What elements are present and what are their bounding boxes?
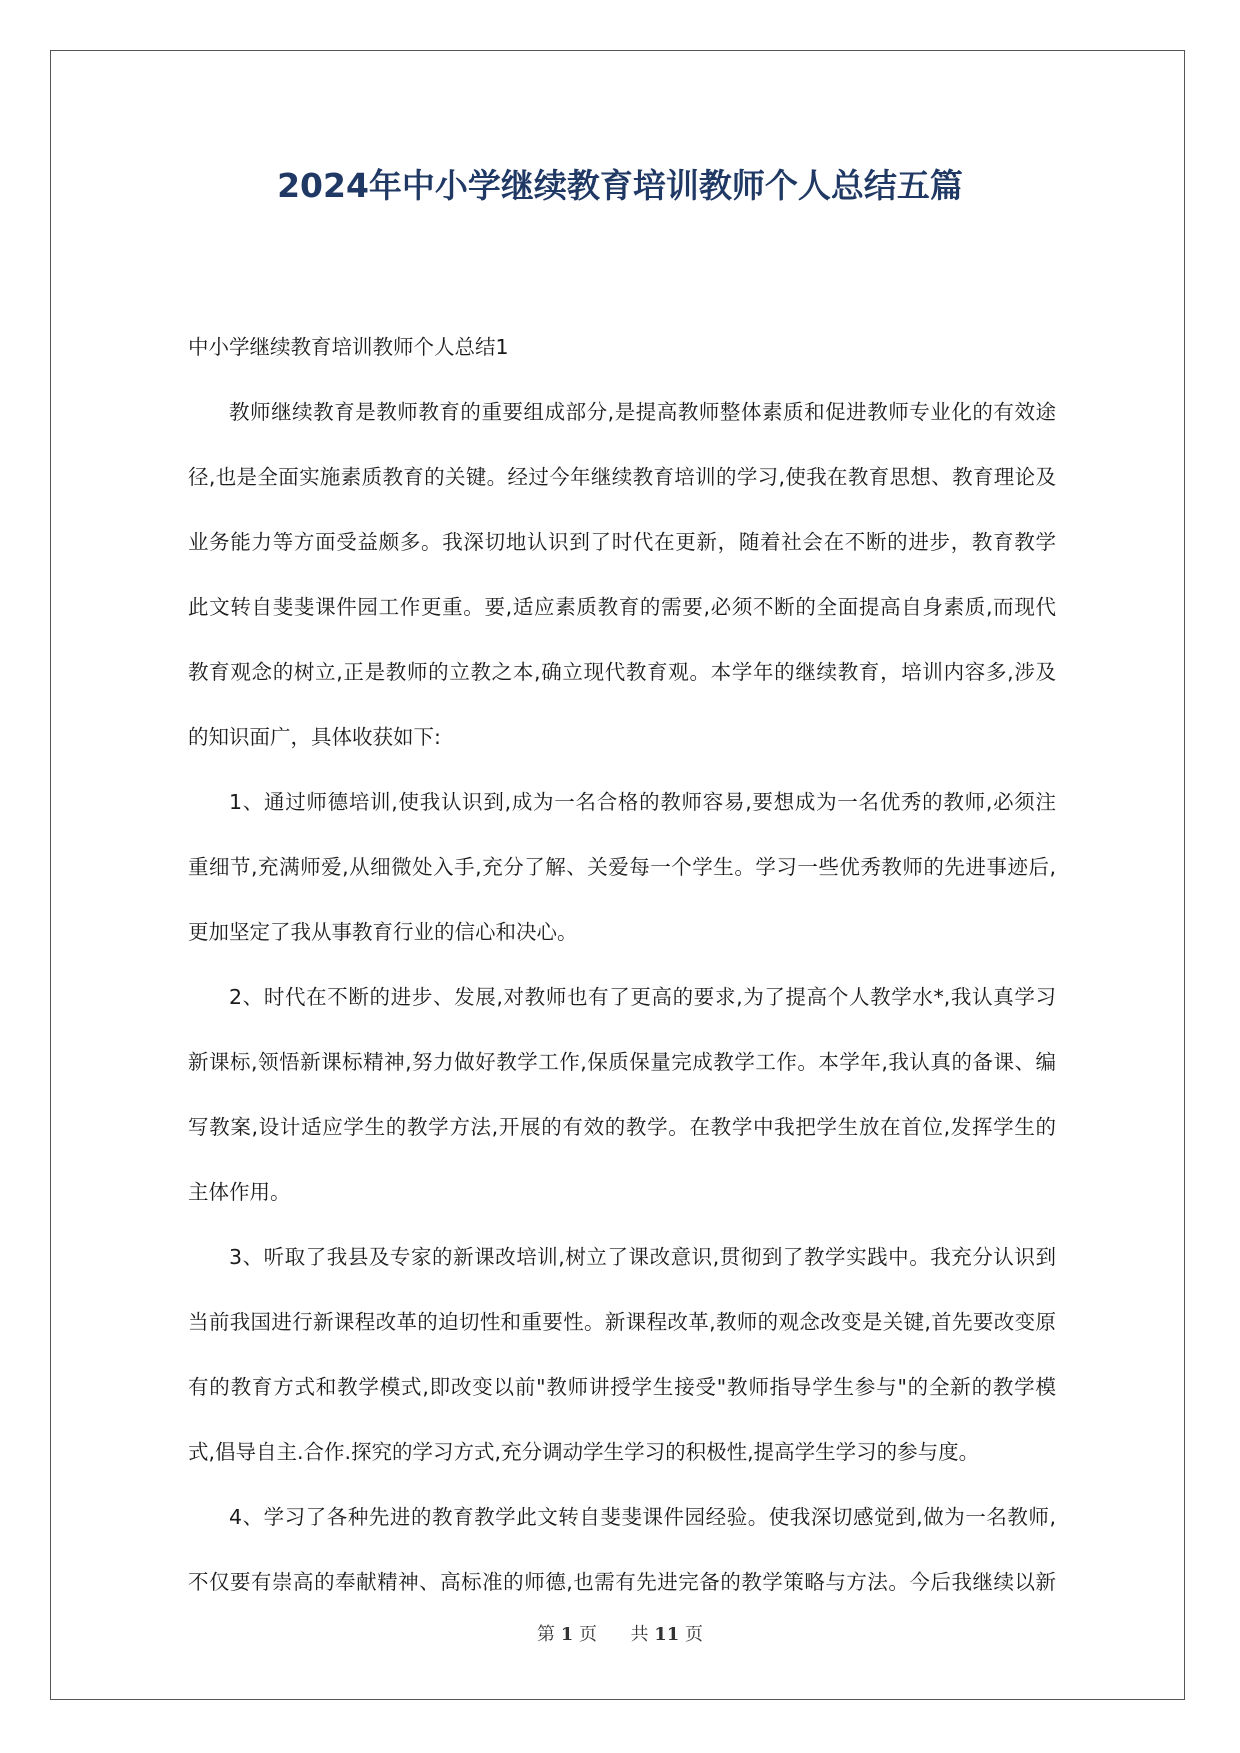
- body-line: 4、学习了各种先进的教育教学此文转自斐斐课件园经验。使我深切感觉到,做为一名教师,: [229, 1505, 1056, 1529]
- body-line: 3、听取了我县及专家的新课改培训,树立了课改意识,贯彻到了教学实践中。我充分认识到: [229, 1245, 1056, 1269]
- page-unit: 页: [579, 1624, 597, 1645]
- document-title: 2024年中小学继续教育培训教师个人总结五篇: [277, 166, 963, 205]
- body-line: 不仅要有崇高的奉献精神、高标准的师德,也需有先进完备的教学策略与方法。今后我继续以新: [188, 1570, 1056, 1594]
- body-line: 当前我国进行新课程改革的迫切性和重要性。新课程改革,教师的观念改变是关键,首先要改变原: [188, 1310, 1056, 1334]
- body-line: 式,倡导自主.合作.探究的学习方式,充分调动学生学习的积极性,提高学生学习的参与度。: [188, 1440, 980, 1464]
- document-body: [188, 325, 1056, 1625]
- body-line: 重细节,充满师爱,从细微处入手,充分了解、关爱每一个学生。学习一些优秀教师的先进事迹后,: [188, 855, 1056, 879]
- page-prefix: 第: [537, 1624, 555, 1645]
- page-footer: [0, 1620, 1240, 1646]
- body-line: 新课标,领悟新课标精神,努力做好教学工作,保质保量完成教学工作。本学年,我认真的备课、编: [188, 1050, 1056, 1074]
- body-line: 径,也是全面实施素质教育的关键。经过今年继续教育培训的学习,使我在教育思想、教育理论及: [188, 465, 1056, 489]
- body-line: 写教案,设计适应学生的教学方法,开展的有效的教学。在教学中我把学生放在首位,发挥学生的: [188, 1115, 1056, 1139]
- total-unit: 页: [685, 1624, 703, 1645]
- body-line: 主体作用。: [188, 1180, 291, 1204]
- body-line: 教师继续教育是教师教育的重要组成部分,是提高教师整体素质和促进教师专业化的有效途: [229, 400, 1056, 424]
- body-line: 有的教育方式和教学模式,即改变以前"教师讲授学生接受"教师指导学生参与"的全新的教学模: [188, 1375, 1056, 1399]
- total-prefix: 共: [630, 1624, 649, 1645]
- body-line: 1、通过师德培训,使我认识到,成为一名合格的教师容易,要想成为一名优秀的教师,必须注: [229, 790, 1056, 814]
- body-line: 中小学继续教育培训教师个人总结1: [188, 335, 509, 359]
- body-line: 的知识面广，具体收获如下:: [188, 725, 441, 749]
- body-line: 2、时代在不断的进步、发展,对教师也有了更高的要求,为了提高个人教学水*,我认真学习: [229, 985, 1056, 1009]
- body-line: 此文转自斐斐课件园工作更重。要,适应素质教育的需要,必须不断的全面提高自身素质,而现代: [188, 595, 1056, 619]
- total-pages-number: 11: [654, 1624, 680, 1645]
- current-page-number: 1: [560, 1624, 574, 1645]
- body-line: 更加坚定了我从事教育行业的信心和决心。: [188, 920, 578, 944]
- body-line: 业务能力等方面受益颇多。我深切地认识到了时代在更新，随着社会在不断的进步，教育教学: [188, 530, 1056, 554]
- body-line: 教育观念的树立,正是教师的立教之本,确立现代教育观。本学年的继续教育，培训内容多,涉及: [188, 660, 1056, 684]
